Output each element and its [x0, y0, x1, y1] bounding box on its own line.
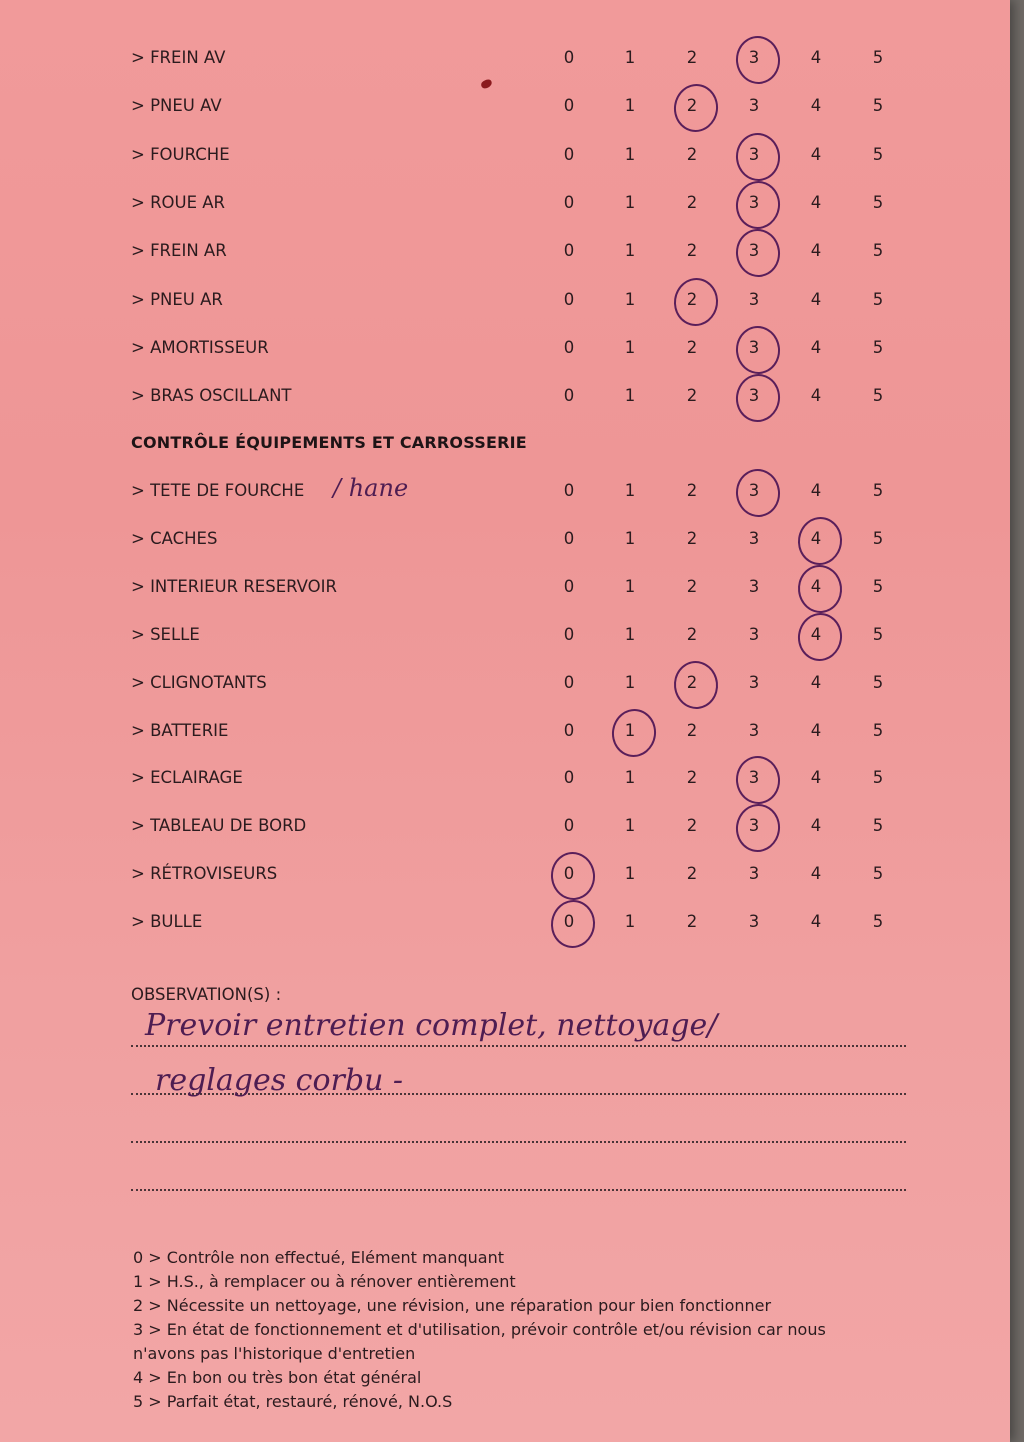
- score-option-2: 2: [686, 672, 698, 692]
- score-option-4: 4: [810, 816, 822, 836]
- score-option-2: 2: [686, 864, 698, 884]
- rating-row-amortisseur: [0, 332, 1010, 362]
- score-option-4: 4: [810, 481, 822, 500]
- score-option-2: 2: [686, 528, 698, 548]
- score-option-4: 4: [810, 192, 822, 212]
- score-option-3: 3: [748, 672, 760, 692]
- row-label: > ECLAIRAGE: [131, 768, 243, 788]
- rating-row-pneu-ar: [0, 284, 1010, 314]
- row-label: > PNEU AV: [131, 96, 222, 116]
- score-option-3: 3: [748, 48, 760, 67]
- score-option-4: 4: [810, 720, 822, 740]
- score-option-3: 3: [748, 386, 760, 406]
- score-option-5: 5: [872, 241, 884, 261]
- rating-row-roue-ar: [0, 187, 1010, 217]
- score-option-3: 3: [748, 289, 760, 309]
- row-label: > BATTERIE: [131, 720, 229, 740]
- row-label: > BRAS OSCILLANT: [131, 386, 292, 406]
- score-option-0: 0: [563, 864, 575, 884]
- score-option-3: 3: [748, 720, 760, 740]
- score-option-1: 1: [624, 386, 636, 406]
- observation-line-3: [131, 1141, 906, 1143]
- rating-row-pneu-av: [0, 90, 1010, 120]
- handwritten-observation-2: reglages corbu -: [155, 1063, 404, 1098]
- score-option-5: 5: [872, 144, 884, 164]
- rating-row-selle: [0, 619, 1010, 649]
- score-option-4: 4: [810, 144, 822, 164]
- score-option-0: 0: [563, 192, 575, 212]
- score-option-5: 5: [872, 481, 884, 500]
- score-option-5: 5: [872, 337, 884, 357]
- score-option-5: 5: [872, 864, 884, 884]
- ink-stain: [480, 78, 493, 89]
- legend-line-3-cont: n'avons pas l'historique d'entretien: [133, 1344, 416, 1363]
- score-option-0: 0: [563, 241, 575, 261]
- score-option-1: 1: [624, 192, 636, 212]
- score-option-0: 0: [563, 48, 575, 67]
- rating-row-frein-ar: [0, 235, 1010, 265]
- score-option-0: 0: [563, 768, 575, 788]
- score-option-4: 4: [810, 48, 822, 67]
- score-option-0: 0: [563, 816, 575, 836]
- score-option-1: 1: [624, 912, 636, 932]
- score-option-4: 4: [810, 337, 822, 357]
- score-option-2: 2: [686, 289, 698, 309]
- score-option-2: 2: [686, 624, 698, 644]
- score-option-5: 5: [872, 768, 884, 788]
- row-label: > BULLE: [131, 912, 203, 932]
- rating-row-bras-oscillant: [0, 380, 1010, 410]
- score-option-2: 2: [686, 48, 698, 67]
- score-option-4: 4: [810, 96, 822, 116]
- score-option-1: 1: [624, 481, 636, 500]
- score-option-1: 1: [624, 624, 636, 644]
- legend-line-1: 1 > H.S., à remplacer ou à rénover entièrement: [133, 1272, 516, 1291]
- row-label: > AMORTISSEUR: [131, 337, 269, 357]
- score-option-2: 2: [686, 241, 698, 261]
- row-label: > ROUE AR: [131, 192, 226, 212]
- score-option-4: 4: [810, 864, 822, 884]
- score-option-5: 5: [872, 192, 884, 212]
- rating-row-frein-av: [0, 42, 1010, 72]
- rating-row-clignotants: [0, 667, 1010, 697]
- score-option-1: 1: [624, 289, 636, 309]
- score-option-3: 3: [748, 192, 760, 212]
- score-option-3: 3: [748, 816, 760, 836]
- score-option-5: 5: [872, 912, 884, 932]
- score-option-0: 0: [563, 528, 575, 548]
- score-option-3: 3: [748, 912, 760, 932]
- row-label: > RÉTROVISEURS: [131, 864, 278, 884]
- score-option-1: 1: [624, 576, 636, 596]
- rating-row-tete-de-fourche: [0, 475, 1010, 505]
- score-option-0: 0: [563, 96, 575, 116]
- score-option-0: 0: [563, 481, 575, 500]
- rating-row-bulle: [0, 906, 1010, 936]
- score-option-0: 0: [563, 624, 575, 644]
- score-option-4: 4: [810, 528, 822, 548]
- score-option-1: 1: [624, 864, 636, 884]
- legend-line-0: 0 > Contrôle non effectué, Elément manquant: [133, 1248, 504, 1267]
- score-option-4: 4: [810, 624, 822, 644]
- score-option-2: 2: [686, 386, 698, 406]
- rating-row-tableau-de-bord: [0, 810, 1010, 840]
- score-option-1: 1: [624, 144, 636, 164]
- score-option-1: 1: [624, 768, 636, 788]
- row-label: > FOURCHE: [131, 144, 230, 164]
- score-option-5: 5: [872, 576, 884, 596]
- row-label: > CLIGNOTANTS: [131, 672, 267, 692]
- score-option-5: 5: [872, 720, 884, 740]
- score-option-0: 0: [563, 912, 575, 932]
- score-option-5: 5: [872, 624, 884, 644]
- score-option-4: 4: [810, 672, 822, 692]
- score-option-1: 1: [624, 528, 636, 548]
- score-option-1: 1: [624, 672, 636, 692]
- score-option-0: 0: [563, 289, 575, 309]
- score-option-4: 4: [810, 386, 822, 406]
- rating-row-interieur-reservoir: [0, 571, 1010, 601]
- score-option-2: 2: [686, 192, 698, 212]
- score-option-3: 3: [748, 337, 760, 357]
- rating-row-batterie: [0, 715, 1010, 745]
- row-label: > TABLEAU DE BORD: [131, 816, 307, 836]
- score-option-4: 4: [810, 912, 822, 932]
- score-option-0: 0: [563, 337, 575, 357]
- legend-line-4: 4 > En bon ou très bon état général: [133, 1368, 422, 1387]
- row-label: > INTERIEUR RESERVOIR: [131, 576, 337, 596]
- rating-row-eclairage: [0, 762, 1010, 792]
- score-option-3: 3: [748, 576, 760, 596]
- score-option-0: 0: [563, 386, 575, 406]
- score-option-5: 5: [872, 96, 884, 116]
- score-option-5: 5: [872, 289, 884, 309]
- score-option-4: 4: [810, 289, 822, 309]
- section-heading: CONTRÔLE ÉQUIPEMENTS ET CARROSSERIE: [131, 433, 527, 452]
- row-label: > TETE DE FOURCHE: [131, 481, 305, 500]
- observation-line-1: [131, 1045, 906, 1047]
- score-option-3: 3: [748, 96, 760, 116]
- handwritten-observation-1: Prevoir entretien complet, nettoyage/: [145, 1008, 718, 1043]
- score-option-2: 2: [686, 816, 698, 836]
- score-option-3: 3: [748, 864, 760, 884]
- score-option-1: 1: [624, 337, 636, 357]
- score-option-1: 1: [624, 816, 636, 836]
- score-option-1: 1: [624, 720, 636, 740]
- rating-row-fourche: [0, 139, 1010, 169]
- score-option-0: 0: [563, 672, 575, 692]
- row-label: > FREIN AR: [131, 241, 227, 261]
- score-option-2: 2: [686, 337, 698, 357]
- score-option-3: 3: [748, 528, 760, 548]
- row-label: > FREIN AV: [131, 48, 226, 67]
- score-option-2: 2: [686, 912, 698, 932]
- legend-line-3: 3 > En état de fonctionnement et d'utilisation, prévoir contrôle et/ou révision car nous: [133, 1320, 826, 1339]
- score-option-5: 5: [872, 48, 884, 67]
- score-option-5: 5: [872, 816, 884, 836]
- score-option-4: 4: [810, 241, 822, 261]
- score-option-0: 0: [563, 720, 575, 740]
- score-option-0: 0: [563, 144, 575, 164]
- score-option-3: 3: [748, 481, 760, 500]
- score-option-0: 0: [563, 576, 575, 596]
- score-option-3: 3: [748, 144, 760, 164]
- rating-row-caches: [0, 523, 1010, 553]
- score-option-3: 3: [748, 768, 760, 788]
- observations-label: OBSERVATION(S) :: [131, 985, 282, 1004]
- score-option-2: 2: [686, 144, 698, 164]
- row-label: > PNEU AR: [131, 289, 223, 309]
- row-label: > CACHES: [131, 528, 218, 548]
- handwritten-note-tete-de-fourche: / hane: [333, 474, 409, 502]
- score-option-2: 2: [686, 96, 698, 116]
- score-option-1: 1: [624, 48, 636, 67]
- score-option-4: 4: [810, 768, 822, 788]
- score-option-3: 3: [748, 624, 760, 644]
- score-option-2: 2: [686, 720, 698, 740]
- score-option-2: 2: [686, 481, 698, 500]
- row-label: > SELLE: [131, 624, 200, 644]
- score-option-1: 1: [624, 96, 636, 116]
- score-option-3: 3: [748, 241, 760, 261]
- score-option-5: 5: [872, 672, 884, 692]
- score-option-5: 5: [872, 386, 884, 406]
- legend-line-2: 2 > Nécessite un nettoyage, une révision, une réparation pour bien fonctionner: [133, 1296, 772, 1315]
- rating-row-retroviseurs: [0, 858, 1010, 888]
- score-option-4: 4: [810, 576, 822, 596]
- observation-line-4: [131, 1189, 906, 1191]
- score-option-1: 1: [624, 241, 636, 261]
- score-option-5: 5: [872, 528, 884, 548]
- score-option-2: 2: [686, 768, 698, 788]
- score-option-2: 2: [686, 576, 698, 596]
- legend-line-5: 5 > Parfait état, restauré, rénové, N.O.S: [133, 1392, 453, 1411]
